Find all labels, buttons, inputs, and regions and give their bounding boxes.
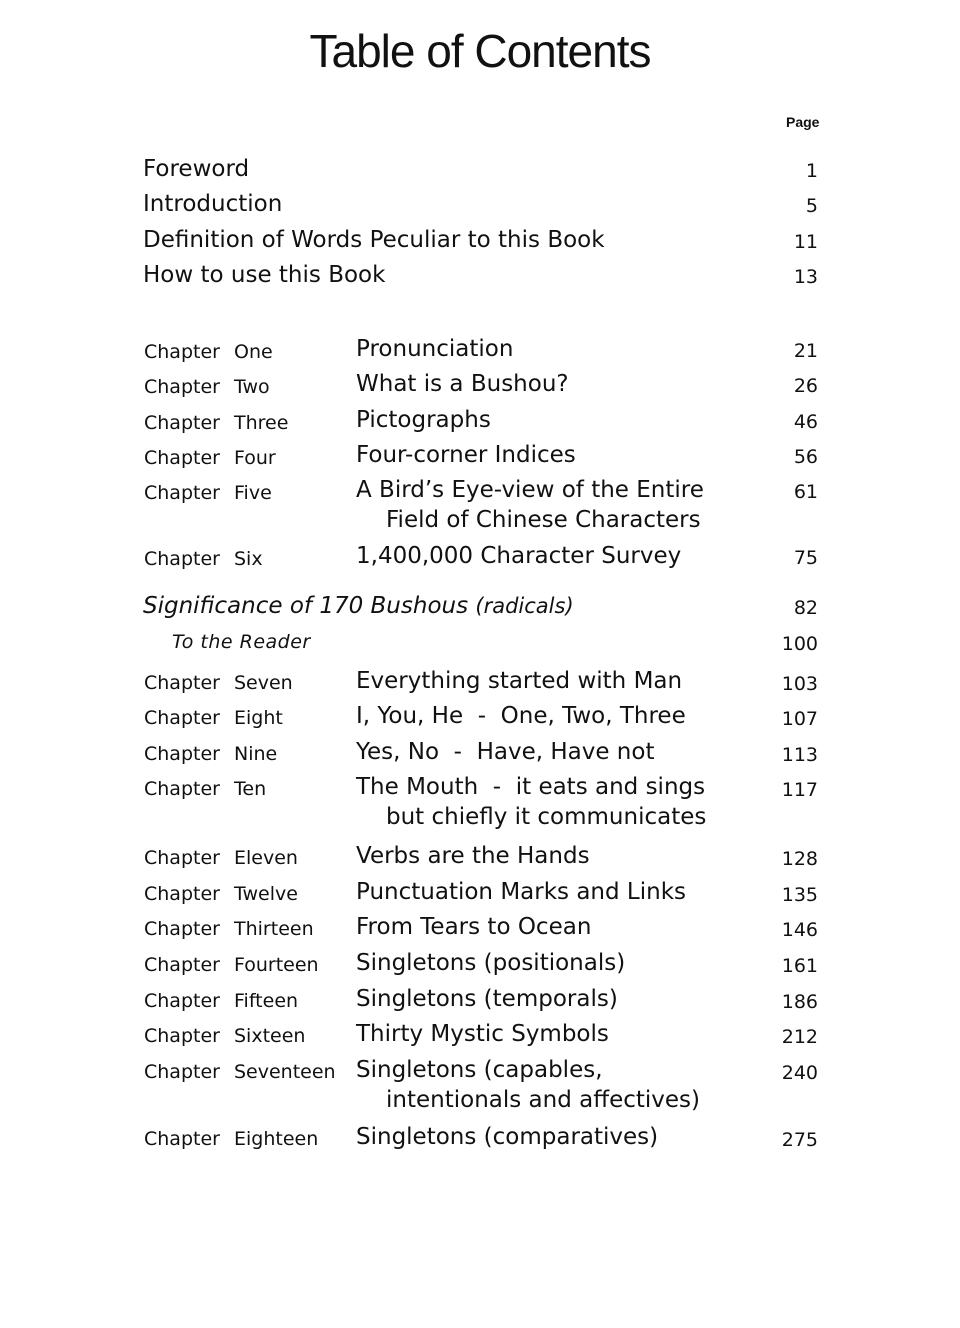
page-number: 135 [781, 884, 818, 906]
chapter-title [356, 737, 746, 767]
chapter-title [356, 877, 746, 907]
significance-note: (radicals) [475, 594, 574, 618]
page-number: 113 [781, 744, 818, 766]
chapter-title-note: (comparatives) [483, 1124, 659, 1150]
chapter-title-text: Verbs are the Hands [356, 843, 590, 869]
page-number: 240 [781, 1062, 818, 1084]
page-number: 46 [793, 411, 818, 433]
chapter-label: Chapter [144, 548, 220, 570]
page-number: 100 [781, 633, 818, 655]
chapter-label: Chapter [144, 1025, 220, 1047]
chapter-number: Thirteen [234, 918, 314, 940]
page-number: 11 [793, 231, 818, 253]
page-number: 26 [793, 375, 818, 397]
chapter-title [356, 369, 746, 399]
chapter-title-note: (temporals) [483, 986, 618, 1012]
page-number: 1 [805, 160, 818, 182]
page-number: 13 [793, 266, 818, 288]
chapter-label: Chapter [144, 447, 220, 469]
chapter-label: Chapter [144, 954, 220, 976]
page-number: 103 [781, 673, 818, 695]
chapter-label: Chapter [144, 778, 220, 800]
chapter-number: Eighteen [234, 1128, 319, 1150]
chapter-number: Four [234, 447, 276, 469]
chapter-title [356, 334, 746, 364]
chapter-number: Five [234, 482, 272, 504]
page-number: 186 [781, 991, 818, 1013]
page-number: 117 [781, 779, 818, 801]
chapter-title-text: Yes, No - Have, Have not [356, 739, 655, 765]
page-number: 107 [781, 708, 818, 730]
significance-entry [143, 592, 574, 620]
chapter-title [356, 701, 746, 731]
page-number: 21 [793, 340, 818, 362]
chapter-label: Chapter [144, 847, 220, 869]
chapter-title-text: Four-corner Indices [356, 442, 576, 468]
page-number: 146 [781, 919, 818, 941]
chapter-number: Nine [234, 743, 278, 765]
chapter-title-text: Singletons [356, 1057, 477, 1083]
chapter-title [356, 841, 746, 871]
chapter-number: Three [234, 412, 289, 434]
page-title: Table of Contents [309, 25, 651, 77]
chapter-title-text: Pronunciation [356, 336, 514, 362]
page-number: 161 [781, 955, 818, 977]
chapter-title [356, 475, 746, 535]
chapter-label: Chapter [144, 707, 220, 729]
chapter-title [356, 1122, 746, 1152]
chapter-title [356, 1019, 746, 1049]
chapter-title-text: Thirty Mystic Symbols [356, 1021, 609, 1047]
chapter-title-text: Punctuation Marks and Links [356, 879, 686, 905]
reader-entry: To the Reader [172, 631, 311, 653]
chapter-label: Chapter [144, 918, 220, 940]
page-number: 275 [781, 1129, 818, 1151]
chapter-label: Chapter [144, 482, 220, 504]
chapter-title [356, 666, 746, 696]
chapter-number: Sixteen [234, 1025, 306, 1047]
chapter-title-note: (positionals) [483, 950, 626, 976]
chapter-title [356, 984, 746, 1014]
page-number: 82 [793, 597, 818, 619]
chapter-title [356, 912, 746, 942]
chapter-label: Chapter [144, 990, 220, 1012]
chapter-label: Chapter [144, 743, 220, 765]
page-column-header: Page [786, 114, 820, 130]
chapter-title-text: Everything started with Man [356, 668, 683, 694]
chapter-title [356, 541, 746, 571]
chapter-title-text: What is a Bushou? [356, 371, 569, 397]
chapter-number: One [234, 341, 273, 363]
chapter-title [356, 772, 746, 832]
chapter-number: Fifteen [234, 990, 299, 1012]
chapter-title-continued: intentionals and affectives) [386, 1087, 700, 1113]
chapter-title-text: A Bird’s Eye-view of the Entire [356, 477, 704, 503]
chapter-title-text: 1,400,000 Character Survey [356, 543, 682, 569]
page-number: 128 [781, 848, 818, 870]
chapter-title-text: Singletons [356, 986, 477, 1012]
chapter-number: Fourteen [234, 954, 319, 976]
front-matter-title: Introduction [143, 191, 283, 217]
chapter-label: Chapter [144, 412, 220, 434]
chapter-title [356, 405, 746, 435]
front-matter-title: How to use this Book [143, 262, 386, 288]
chapter-title [356, 948, 746, 978]
chapter-title-continued: Field of Chinese Characters [386, 507, 701, 533]
chapter-title [356, 1055, 746, 1115]
chapter-title-text: The Mouth - it eats and sings [356, 774, 706, 800]
chapter-number: Six [234, 548, 263, 570]
chapter-title-text: I, You, He - One, Two, Three [356, 703, 686, 729]
chapter-number: Ten [234, 778, 267, 800]
chapter-label: Chapter [144, 341, 220, 363]
chapter-title-text: Singletons [356, 950, 477, 976]
chapter-title-continued: but chiefly it communicates [386, 804, 707, 830]
chapter-label: Chapter [144, 883, 220, 905]
chapter-title-note: (capables, [483, 1057, 603, 1083]
chapter-label: Chapter [144, 1128, 220, 1150]
chapter-number: Seventeen [234, 1061, 336, 1083]
page-number: 56 [793, 446, 818, 468]
chapter-label: Chapter [144, 672, 220, 694]
page-number: 5 [805, 195, 818, 217]
chapter-title-text: Pictographs [356, 407, 491, 433]
chapter-number: Twelve [234, 883, 298, 905]
chapter-number: Eleven [234, 847, 298, 869]
chapter-title [356, 440, 746, 470]
page-number: 61 [793, 481, 818, 503]
page-number: 75 [793, 547, 818, 569]
page-number: 212 [781, 1026, 818, 1048]
significance-title: Significance of 170 Bushous [143, 593, 469, 619]
chapter-number: Eight [234, 707, 283, 729]
chapter-title-text: Singletons [356, 1124, 477, 1150]
chapter-label: Chapter [144, 1061, 220, 1083]
chapter-title-text: From Tears to Ocean [356, 914, 592, 940]
chapter-number: Two [234, 376, 270, 398]
front-matter-title: Definition of Words Peculiar to this Book [143, 227, 605, 253]
front-matter-title: Foreword [143, 156, 250, 182]
chapter-number: Seven [234, 672, 293, 694]
chapter-label: Chapter [144, 376, 220, 398]
